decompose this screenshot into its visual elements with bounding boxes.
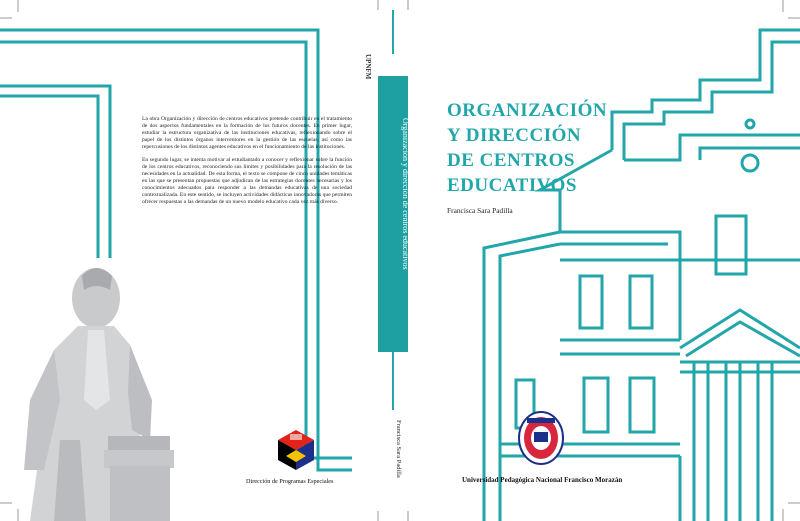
title-line-1: ORGANIZACIÓN <box>447 100 608 121</box>
back-publisher: Dirección de Programas Especiales <box>246 478 334 485</box>
cube-emblem-icon <box>278 430 314 470</box>
front-author: Francisca Sara Padilla <box>447 206 513 215</box>
book-title <box>447 98 687 198</box>
blurb-paragraph-2: En segundo lugar, se intenta motivar al estudiantado a conocer y reflexionar sobre la función de los centros educativos, reconociendo sus límites y posibilidades para la resolución de las necesidades en la actualidad. De esta forma, el texto se compone de cinco unidades temáticas en las que se presentan propuestas que adjudican de las estrategias docentes necesarias y los conocimientos adecuados para responder a las demandas educativas de una sociedad contextualizada. En este sentido, se incluyen actividades didácticas innovadoras que permiten ofrecer respuestas a las demandas de un nuevo modelo educativo cada vez más diverso. <box>142 157 352 205</box>
back-cover-blurb <box>142 116 352 212</box>
statue-photo <box>24 268 174 521</box>
spine-logo: UPNFM <box>364 54 372 80</box>
title-line-4: EDUCATIVOS <box>447 175 577 196</box>
title-line-3: DE CENTROS <box>447 150 575 171</box>
spine-title: Organización y dirección de centros educativos <box>401 118 410 270</box>
spine-author: Francisca Sara Padilla <box>395 420 402 478</box>
university-seal-icon <box>519 412 563 464</box>
front-publisher: Universidad Pedagógica Nacional Francisco Morazán <box>462 476 623 484</box>
blurb-paragraph-1: La obra Organización y dirección de centros educativos pretende contribuir en el tratamiento de dos aspectos fundamentales en la formación de los futuros docentes. En primer lugar, estudiar la estructura organizativa de las instituciones educativas, reflexionando sobre el papel de los distintos órganos interventores en la gestión de las escuelas, así como las repercusiones de los distintos agentes educativos en el funcionamiento de las instituciones. <box>142 116 352 150</box>
title-line-2: Y DIRECCIÓN <box>447 125 582 146</box>
